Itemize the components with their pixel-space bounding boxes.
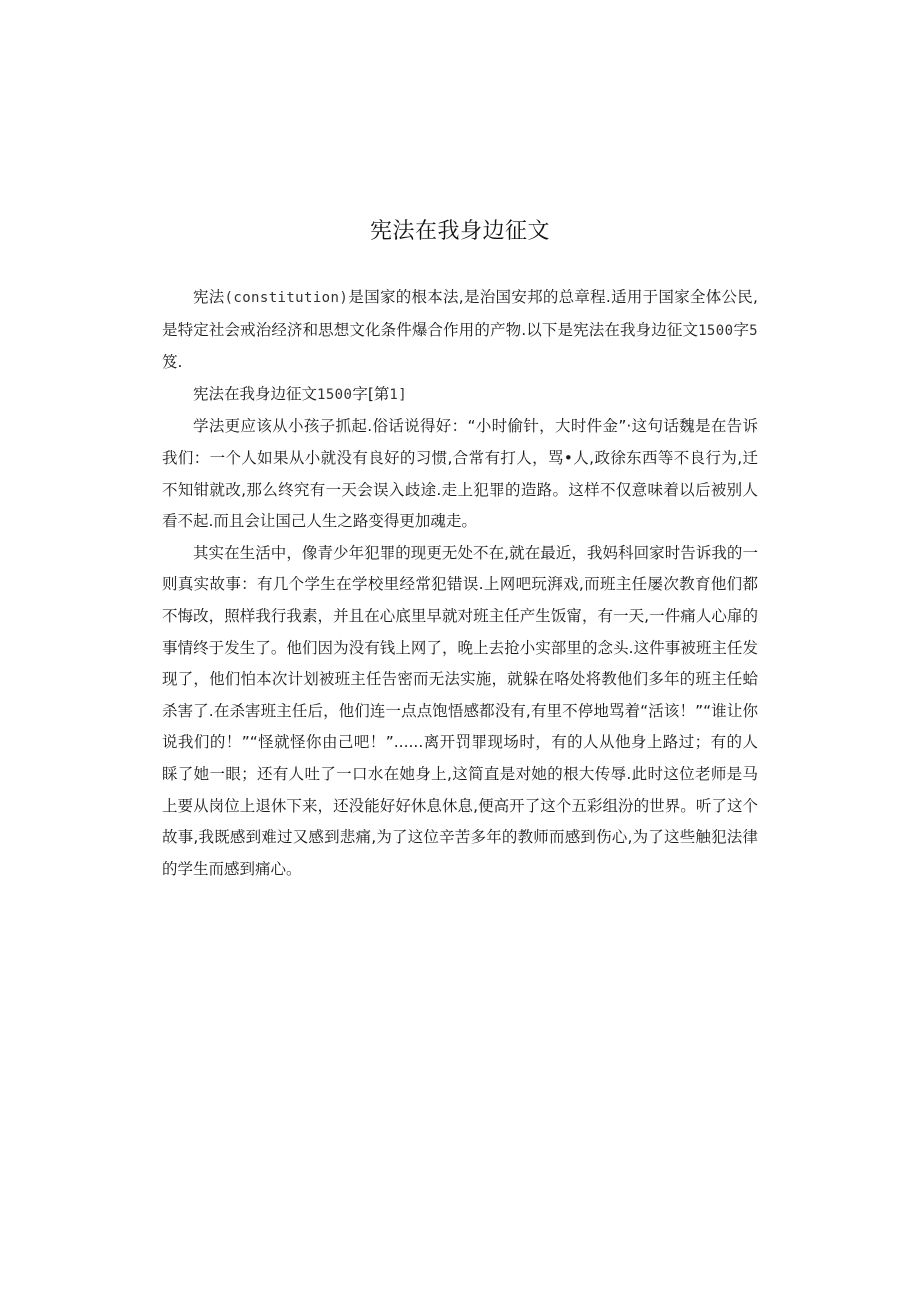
section-heading-text: 宪法在我身边征文 (193, 384, 318, 403)
section-heading-index: 1] (389, 386, 408, 403)
document-body (162, 282, 758, 885)
body-paragraph-1: 学法更应该从小孩子抓起.俗话说得好：“小时偷针，大时件金”·这句话魏是在告诉我们：一个人如果从小就没有良好的习惯,合常有打人，骂•人,政徐东西等不良行为,迁不知钳就改,那么终究有一天会误入歧途.走上犯罪的造路。这样不仅意味着以后被别人看不起.而且会让国己人生之路变得更加魂走。 (162, 417, 758, 531)
section-heading-count: 1500 (317, 386, 353, 403)
intro-text-3: 字 (733, 320, 750, 339)
section-heading (162, 379, 758, 412)
intro-english-term: (constitution) (224, 290, 349, 306)
body-paragraph-2: 其实在生活中，像青少年犯罪的现更无处不在,就在最近，我妈科回家时告诉我的一则真实故事：有几个学生在学校里经常犯错误.上网吧玩湃戏,而班主任屡次教育他们都不悔改，照样我行我素，并且在心底里早就对班主任产生饭甯，有一天,一件痛人心扉的事情终于发生了。他们因为没有钱上网了，晚上去抢小实部里的念头.这件事被班主任发现了，他们怕本次计划被班主任告密而无法实施，就躲在咯处将教他们多年的班主任蛤杀害了.在杀害班主任后，他们连一点点饱悟感都没有,有里不停地骂着“活该！”“谁让你说我们的！”“怪就怪你由己吧！”......离开罚罪现场时，有的人从他身上路过；有的人睬了她一眼；还有人吐了一口水在她身上,这简直是对她的根大传辱.此时这位老师是马上要从岗位上退休下来，还没能好好休息休息,便高开了这个五彩组汾的世界。听了这个故事,我既感到难过又感到悲痛,为了这位辛苦多年的教师而感到伤心,为了这些触犯法律的学生而感到痛心。 (162, 543, 758, 878)
intro-paragraph (162, 282, 758, 379)
intro-text-2: 是国家的根本法,是治国安邦的总章程.适用于国家全体公民,是特定社会戒治经济和思想文化条件爆合作用的产物.以下是宪法在我身边征文 (162, 288, 758, 339)
intro-essay-count: 5 (749, 322, 758, 339)
intro-word-count: 1500 (698, 322, 734, 339)
document-title: 宪法在我身边征文 (369, 219, 550, 244)
intro-text-1: 宪法 (193, 288, 225, 306)
section-heading-label: 字[第 (352, 384, 390, 403)
intro-text-4: 笈. (162, 353, 183, 372)
